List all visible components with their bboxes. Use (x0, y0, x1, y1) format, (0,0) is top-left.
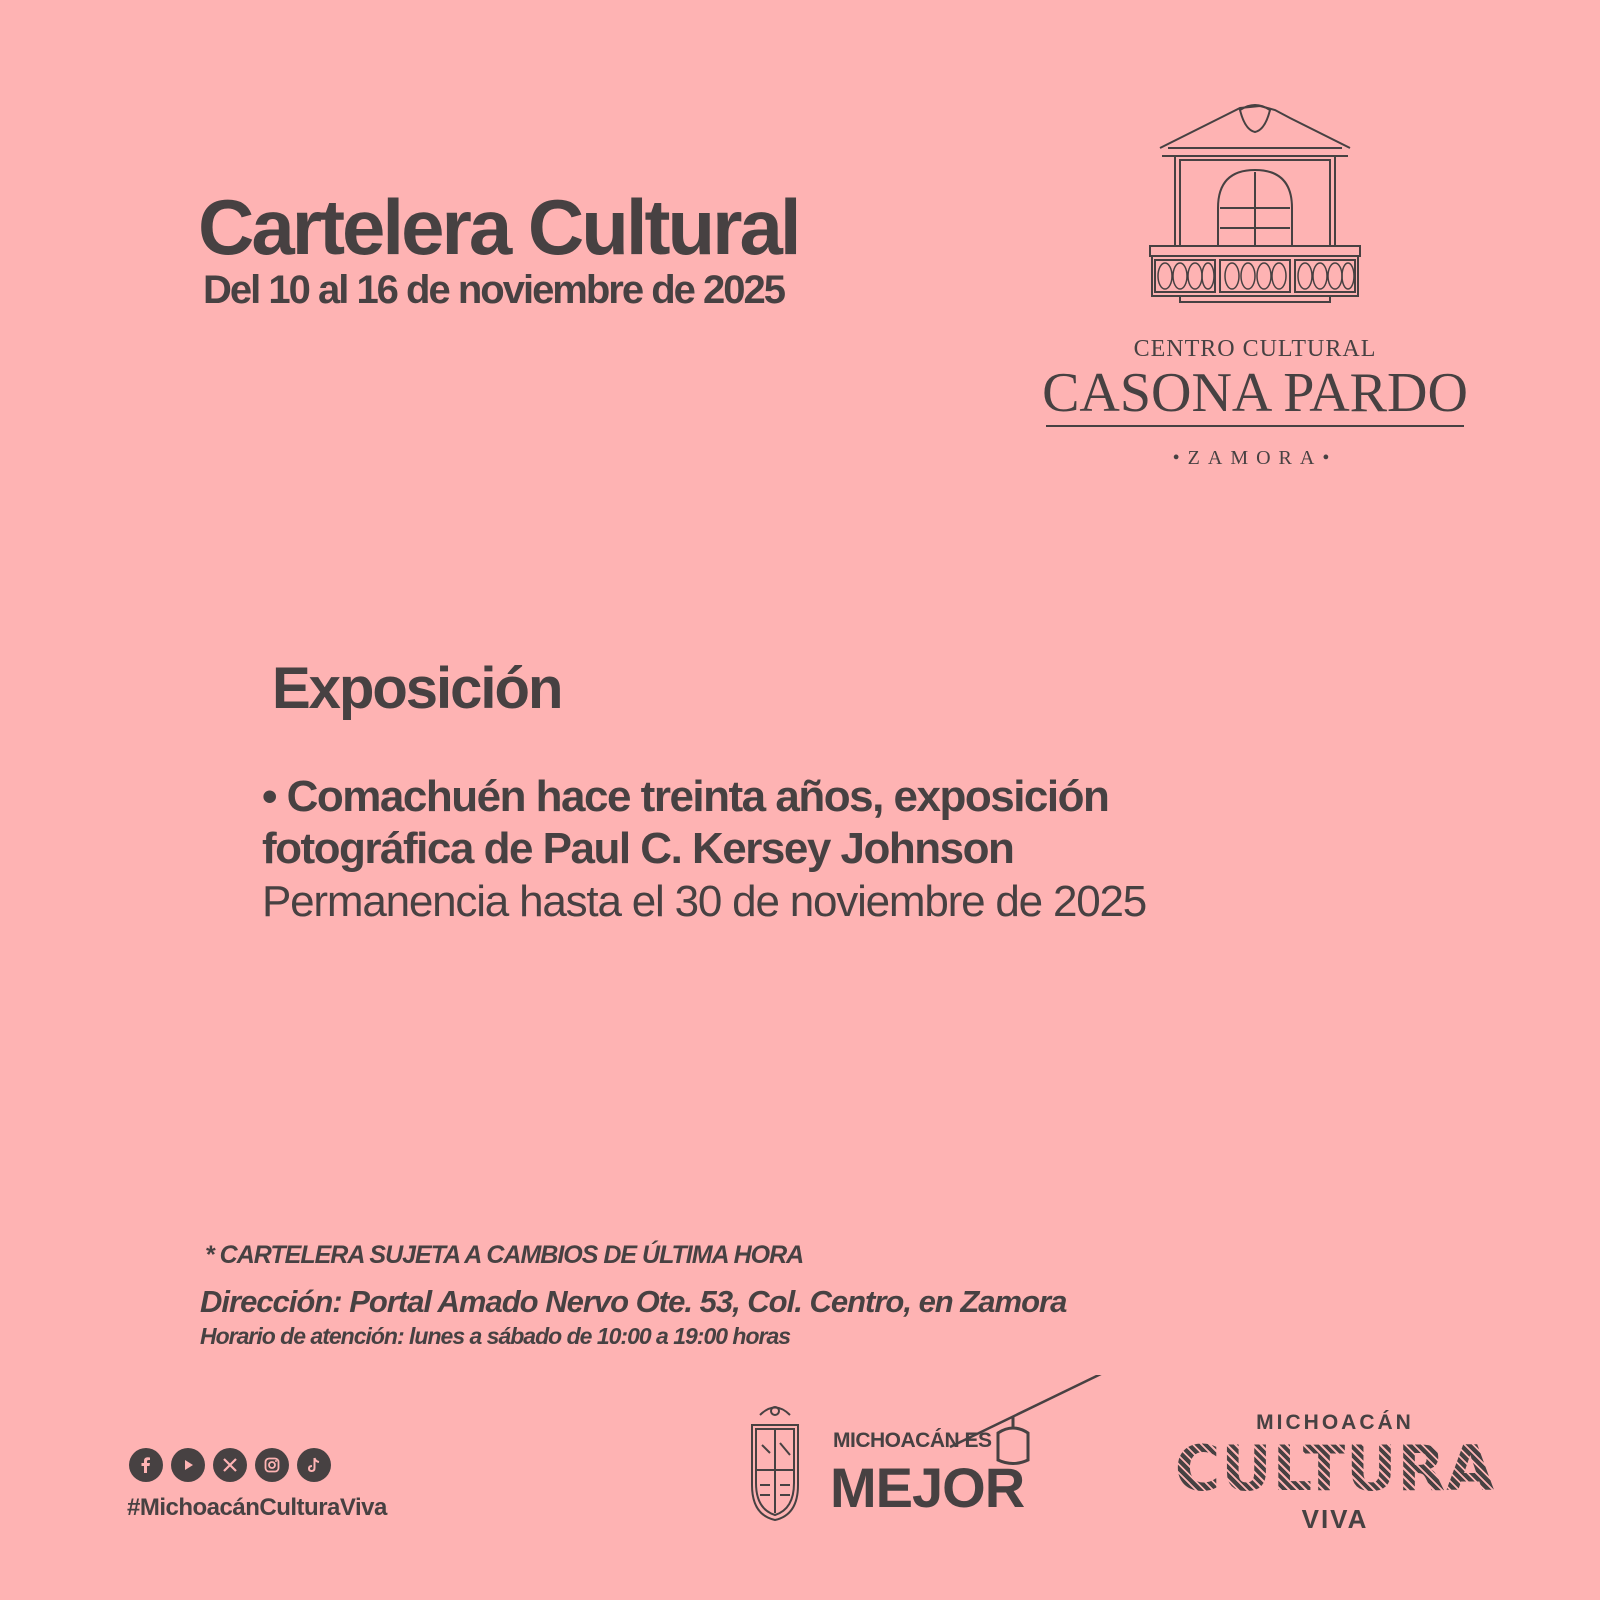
hashtag: #MichoacánCulturaViva (127, 1494, 387, 1521)
building-facade-icon (1140, 100, 1370, 305)
youtube-icon[interactable] (171, 1448, 205, 1482)
cultura-logo-top: MICHOACÁN (1256, 1411, 1414, 1434)
hours-text: Horario de atención: lunes a sábado de 10:00 a 19:00 horas (200, 1323, 791, 1349)
page-title: Cartelera Cultural (198, 183, 799, 271)
facebook-icon[interactable] (129, 1448, 163, 1482)
x-icon[interactable] (213, 1448, 247, 1482)
michoacan-cultura-viva-logo (1165, 1410, 1505, 1540)
address-text: Dirección: Portal Amado Nervo Ote. 53, Col. Centro, en Zamora (200, 1284, 1067, 1319)
logo-city: •ZAMORA• (1172, 447, 1338, 469)
disclaimer-text: * CARTELERA SUJETA A CAMBIOS DE ÚLTIMA HORA (205, 1241, 804, 1269)
section-heading: Exposición (272, 656, 562, 721)
logo-divider (1046, 425, 1464, 427)
event-duration: Permanencia hasta el 30 de noviembre de 2025 (262, 877, 1147, 926)
date-range: Del 10 al 16 de noviembre de 2025 (203, 268, 785, 312)
event-title-line2: fotográfica de Paul C. Kersey Johnson (262, 824, 1014, 873)
logo-subtitle: CENTRO CULTURAL (1133, 336, 1377, 362)
michoacan-es-label: MICHOACÁN ES (833, 1429, 992, 1452)
cultura-logo-bottom: VIVA (1301, 1504, 1369, 1534)
tiktok-icon[interactable] (297, 1448, 331, 1482)
instagram-icon[interactable] (255, 1448, 289, 1482)
michoacan-es-mejor-logo (730, 1375, 1130, 1535)
social-icons (129, 1448, 331, 1482)
event-title-line1: • Comachuén hace treinta años, exposición (262, 772, 1109, 821)
cultura-logo-main: CULTURA (1165, 1438, 1505, 1500)
casona-pardo-logo (1030, 100, 1480, 480)
logo-name: CASONA PARDO (1042, 362, 1468, 424)
mejor-label: MEJOR (830, 1456, 1025, 1519)
